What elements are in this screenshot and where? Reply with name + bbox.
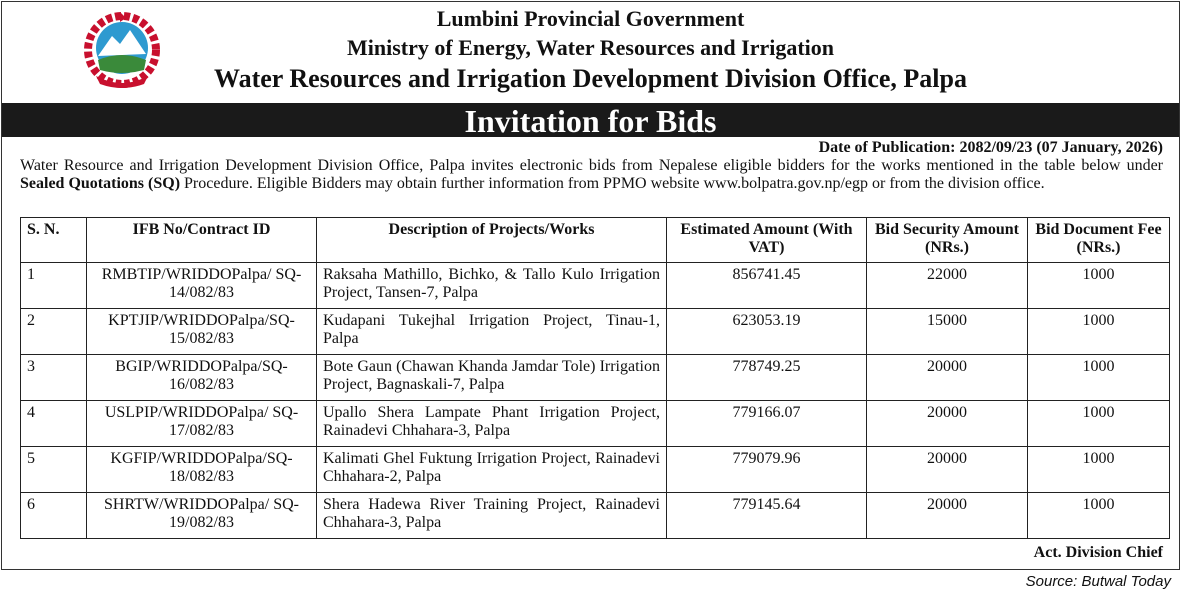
- intro-paragraph: [20, 157, 1163, 192]
- bid-security-cell: 20000: [867, 355, 1028, 401]
- sn-cell: 2: [21, 309, 87, 355]
- description-cell: Kalimati Ghel Fuktung Irrigation Project, Rainadevi Chhahara-2, Palpa: [317, 447, 667, 493]
- doc-fee-cell: 1000: [1028, 309, 1170, 355]
- government-name: Lumbini Provincial Government: [436, 6, 745, 31]
- doc-fee-cell: 1000: [1028, 263, 1170, 309]
- col-sn: S. N.: [21, 218, 87, 263]
- table-row: [21, 493, 1170, 539]
- table-row: [21, 263, 1170, 309]
- doc-fee-cell: 1000: [1028, 447, 1170, 493]
- description-cell: Bote Gaun (Chawan Khanda Jamdar Tole) Irrigation Project, Bagnaskali-7, Palpa: [317, 355, 667, 401]
- ifb-cell: KGFIP/WRIDDOPalpa/SQ-18/082/83: [87, 447, 317, 493]
- table-row: [21, 309, 1170, 355]
- sn-cell: 1: [21, 263, 87, 309]
- signatory: Act. Division Chief: [1033, 544, 1163, 561]
- sn-cell: 3: [21, 355, 87, 401]
- sn-cell: 4: [21, 401, 87, 447]
- description-cell: Upallo Shera Lampate Phant Irrigation Project, Rainadevi Chhahara-3, Palpa: [317, 401, 667, 447]
- estimated-amount-cell: 779145.64: [667, 493, 867, 539]
- col-ifb: IFB No/Contract ID: [87, 218, 317, 263]
- doc-fee-cell: 1000: [1028, 401, 1170, 447]
- estimated-amount-cell: 856741.45: [667, 263, 867, 309]
- intro-text: Water Resource and Irrigation Development Division Office, Palpa invites electronic bids from Nepalese eligible bidders for the works mentioned in the table below under: [20, 157, 1163, 174]
- bid-security-cell: 22000: [867, 263, 1028, 309]
- description-cell: Kudapani Tukejhal Irrigation Project, Tinau-1, Palpa: [317, 309, 667, 355]
- table-row: [21, 355, 1170, 401]
- ifb-cell: BGIP/WRIDDOPalpa/SQ-16/082/83: [87, 355, 317, 401]
- ifb-cell: USLPIP/WRIDDOPalpa/ SQ-17/082/83: [87, 401, 317, 447]
- notice-title: Invitation for Bids: [2, 103, 1179, 137]
- bid-security-cell: 20000: [867, 447, 1028, 493]
- table-header-row: [21, 218, 1170, 263]
- col-description: Description of Projects/Works: [317, 218, 667, 263]
- publication-date: Date of Publication: 2082/09/23 (07 January, 2026): [818, 139, 1163, 156]
- bid-security-cell: 20000: [867, 401, 1028, 447]
- col-doc-fee: Bid Document Fee (NRs.): [1028, 218, 1170, 263]
- table-row: [21, 447, 1170, 493]
- bid-security-cell: 20000: [867, 493, 1028, 539]
- estimated-amount-cell: 623053.19: [667, 309, 867, 355]
- bids-table: [20, 217, 1170, 539]
- ministry-name: Ministry of Energy, Water Resources and Irrigation: [346, 35, 835, 60]
- source-credit: Source: Butwal Today: [1025, 573, 1171, 590]
- description-cell: Raksaha Mathillo, Bichko, & Tallo Kulo Irrigation Project, Tansen-7, Palpa: [317, 263, 667, 309]
- intro-text-cont: Procedure. Eligible Bidders may obtain further information from PPMO website www.bolpatra.gov.np/egp or from the division office.: [180, 174, 1045, 192]
- col-estimated-amount: Estimated Amount (With VAT): [667, 218, 867, 263]
- ifb-cell: RMBTIP/WRIDDOPalpa/ SQ-14/082/83: [87, 263, 317, 309]
- sn-cell: 6: [21, 493, 87, 539]
- bid-security-cell: 15000: [867, 309, 1028, 355]
- col-bid-security: Bid Security Amount (NRs.): [867, 218, 1028, 263]
- estimated-amount-cell: 779166.07: [667, 401, 867, 447]
- sn-cell: 5: [21, 447, 87, 493]
- procedure-name: Sealed Quotations (SQ): [20, 174, 181, 192]
- office-name: Water Resources and Irrigation Development Division Office, Palpa: [214, 64, 967, 93]
- description-cell: Shera Hadewa River Training Project, Rainadevi Chhahara-3, Palpa: [317, 493, 667, 539]
- doc-fee-cell: 1000: [1028, 355, 1170, 401]
- estimated-amount-cell: 779079.96: [667, 447, 867, 493]
- ifb-cell: KPTJIP/WRIDDOPalpa/SQ-15/082/83: [87, 309, 317, 355]
- table-row: [21, 401, 1170, 447]
- doc-fee-cell: 1000: [1028, 493, 1170, 539]
- estimated-amount-cell: 778749.25: [667, 355, 867, 401]
- ifb-cell: SHRTW/WRIDDOPalpa/ SQ-19/082/83: [87, 493, 317, 539]
